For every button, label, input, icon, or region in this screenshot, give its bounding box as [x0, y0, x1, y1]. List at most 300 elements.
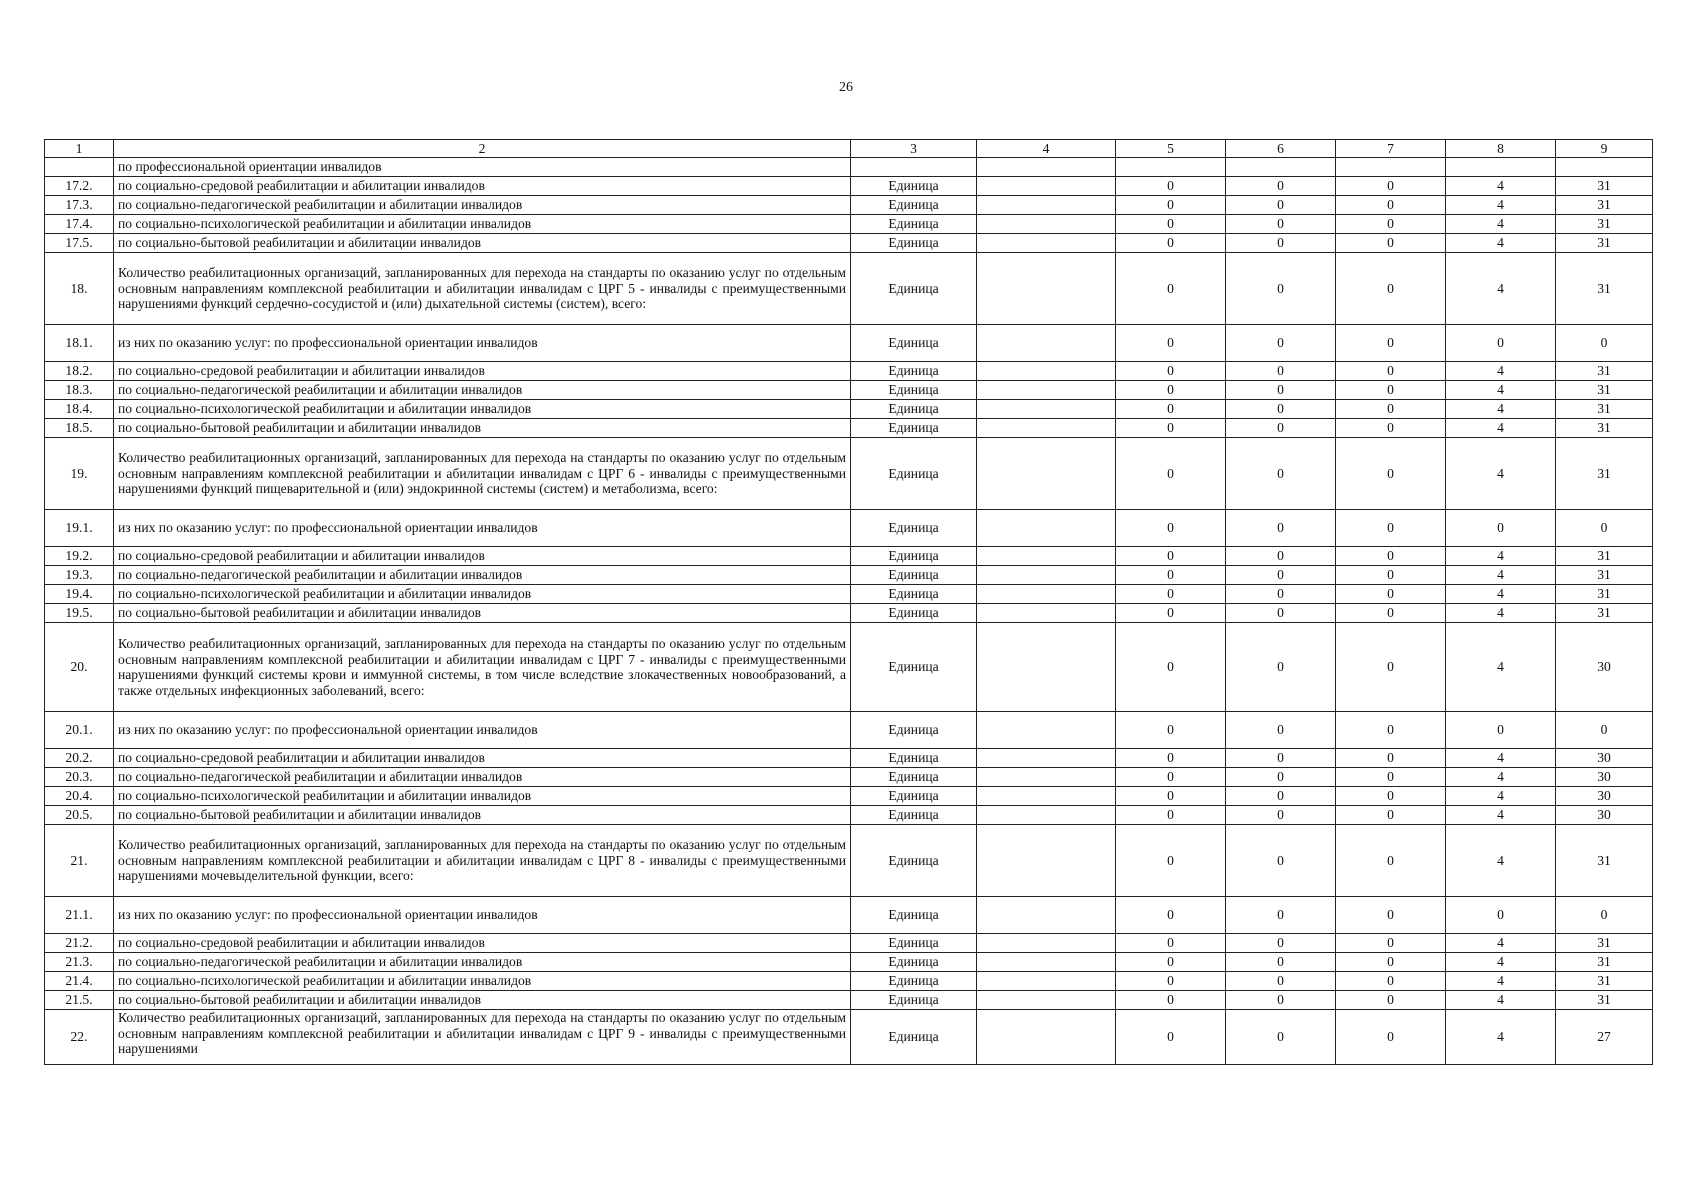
- value-col-8: 4: [1446, 585, 1556, 604]
- value-col-6: 0: [1226, 897, 1336, 934]
- row-unit: Единица: [851, 362, 977, 381]
- row-description: по социально-бытовой реабилитации и абилитации инвалидов: [114, 604, 851, 623]
- row-description: по социально-бытовой реабилитации и абилитации инвалидов: [114, 234, 851, 253]
- value-col-5: 0: [1116, 177, 1226, 196]
- row-description: из них по оказанию услуг: по профессиональной ориентации инвалидов: [114, 712, 851, 749]
- value-col-4: [977, 196, 1116, 215]
- value-col-4: [977, 953, 1116, 972]
- row-description: Количество реабилитационных организаций, запланированных для перехода на стандарты по оказанию услуг по отдельным основным направлениям комплексной реабилитации и абилитации инвалидам с ЦРГ 8 - инвалиды с преимущественными нарушениями мочевыделительной функции, всего:: [114, 825, 851, 897]
- value-col-8: [1446, 158, 1556, 177]
- value-col-6: 0: [1226, 419, 1336, 438]
- value-col-7: 0: [1336, 972, 1446, 991]
- row-description: по социально-бытовой реабилитации и абилитации инвалидов: [114, 419, 851, 438]
- value-col-9: 0: [1556, 325, 1653, 362]
- row-description: по социально-средовой реабилитации и абилитации инвалидов: [114, 362, 851, 381]
- value-col-8: 4: [1446, 547, 1556, 566]
- row-unit: Единица: [851, 177, 977, 196]
- header-cell: 9: [1556, 140, 1653, 158]
- row-description: по социально-педагогической реабилитации и абилитации инвалидов: [114, 768, 851, 787]
- row-description: по социально-средовой реабилитации и абилитации инвалидов: [114, 177, 851, 196]
- value-col-5: 0: [1116, 215, 1226, 234]
- value-col-9: 31: [1556, 419, 1653, 438]
- value-col-6: 0: [1226, 566, 1336, 585]
- value-col-6: 0: [1226, 806, 1336, 825]
- row-description: по социально-бытовой реабилитации и абилитации инвалидов: [114, 991, 851, 1010]
- row-number: 17.3.: [45, 196, 114, 215]
- value-col-7: 0: [1336, 768, 1446, 787]
- value-col-4: [977, 897, 1116, 934]
- value-col-8: 4: [1446, 787, 1556, 806]
- header-cell: 7: [1336, 140, 1446, 158]
- value-col-9: 31: [1556, 825, 1653, 897]
- value-col-9: 31: [1556, 177, 1653, 196]
- value-col-9: 0: [1556, 510, 1653, 547]
- value-col-9: 31: [1556, 400, 1653, 419]
- value-col-5: 0: [1116, 585, 1226, 604]
- value-col-9: 31: [1556, 196, 1653, 215]
- value-col-8: 0: [1446, 510, 1556, 547]
- row-number: 18.3.: [45, 381, 114, 400]
- value-col-4: [977, 234, 1116, 253]
- table-row: [45, 953, 1653, 972]
- row-unit: Единица: [851, 768, 977, 787]
- value-col-7: 0: [1336, 362, 1446, 381]
- value-col-8: 4: [1446, 215, 1556, 234]
- value-col-5: 0: [1116, 825, 1226, 897]
- value-col-5: 0: [1116, 749, 1226, 768]
- table-row: [45, 400, 1653, 419]
- row-number: 21.2.: [45, 934, 114, 953]
- table-row: [45, 585, 1653, 604]
- value-col-7: 0: [1336, 991, 1446, 1010]
- row-unit: Единица: [851, 547, 977, 566]
- table-row: [45, 438, 1653, 510]
- value-col-4: [977, 547, 1116, 566]
- row-number: 19.1.: [45, 510, 114, 547]
- value-col-7: 0: [1336, 749, 1446, 768]
- value-col-8: 4: [1446, 400, 1556, 419]
- value-col-9: 31: [1556, 604, 1653, 623]
- value-col-7: 0: [1336, 953, 1446, 972]
- value-col-9: 30: [1556, 768, 1653, 787]
- table-row: [45, 196, 1653, 215]
- value-col-6: 0: [1226, 825, 1336, 897]
- value-col-6: 0: [1226, 972, 1336, 991]
- value-col-6: 0: [1226, 712, 1336, 749]
- value-col-5: 0: [1116, 787, 1226, 806]
- value-col-6: 0: [1226, 196, 1336, 215]
- row-description: по социально-педагогической реабилитации и абилитации инвалидов: [114, 381, 851, 400]
- row-description: из них по оказанию услуг: по профессиональной ориентации инвалидов: [114, 325, 851, 362]
- value-col-4: [977, 215, 1116, 234]
- row-number: 18.4.: [45, 400, 114, 419]
- value-col-8: 4: [1446, 438, 1556, 510]
- row-unit: Единица: [851, 787, 977, 806]
- row-unit: Единица: [851, 325, 977, 362]
- row-unit: Единица: [851, 234, 977, 253]
- row-unit: Единица: [851, 1010, 977, 1065]
- value-col-5: 0: [1116, 362, 1226, 381]
- row-unit: Единица: [851, 953, 977, 972]
- row-number: 20.5.: [45, 806, 114, 825]
- value-col-4: [977, 400, 1116, 419]
- row-description: по социально-психологической реабилитации и абилитации инвалидов: [114, 215, 851, 234]
- value-col-6: 0: [1226, 177, 1336, 196]
- table-row: [45, 419, 1653, 438]
- value-col-6: 0: [1226, 325, 1336, 362]
- value-col-9: 31: [1556, 215, 1653, 234]
- row-number: 20.2.: [45, 749, 114, 768]
- value-col-4: [977, 749, 1116, 768]
- value-col-4: [977, 381, 1116, 400]
- table-row: [45, 253, 1653, 325]
- header-cell: 1: [45, 140, 114, 158]
- value-col-4: [977, 991, 1116, 1010]
- value-col-6: 0: [1226, 585, 1336, 604]
- value-col-6: 0: [1226, 362, 1336, 381]
- value-col-5: 0: [1116, 400, 1226, 419]
- table-row: [45, 768, 1653, 787]
- value-col-8: 4: [1446, 991, 1556, 1010]
- value-col-9: 31: [1556, 438, 1653, 510]
- table-row: [45, 234, 1653, 253]
- value-col-7: 0: [1336, 1010, 1446, 1065]
- row-description: Количество реабилитационных организаций, запланированных для перехода на стандарты по оказанию услуг по отдельным основным направлениям комплексной реабилитации и абилитации инвалидам с ЦРГ 6 - инвалиды с преимущественными нарушениями функций пищеварительной и (или) эндокринной системы (систем) и метаболизма, всего:: [114, 438, 851, 510]
- value-col-9: 31: [1556, 566, 1653, 585]
- value-col-6: 0: [1226, 253, 1336, 325]
- value-col-4: [977, 566, 1116, 585]
- value-col-5: 0: [1116, 991, 1226, 1010]
- value-col-7: 0: [1336, 712, 1446, 749]
- value-col-8: 4: [1446, 825, 1556, 897]
- value-col-6: 0: [1226, 1010, 1336, 1065]
- header-cell: 6: [1226, 140, 1336, 158]
- value-col-8: 4: [1446, 623, 1556, 712]
- value-col-5: 0: [1116, 1010, 1226, 1065]
- row-unit: Единица: [851, 196, 977, 215]
- value-col-4: [977, 604, 1116, 623]
- value-col-9: 31: [1556, 253, 1653, 325]
- table-row: [45, 510, 1653, 547]
- value-col-5: [1116, 158, 1226, 177]
- row-number: 17.2.: [45, 177, 114, 196]
- value-col-8: 4: [1446, 604, 1556, 623]
- row-number: 20.: [45, 623, 114, 712]
- value-col-4: [977, 253, 1116, 325]
- value-col-7: 0: [1336, 510, 1446, 547]
- row-number: 18.5.: [45, 419, 114, 438]
- value-col-5: 0: [1116, 768, 1226, 787]
- row-unit: Единица: [851, 806, 977, 825]
- row-description: по социально-педагогической реабилитации и абилитации инвалидов: [114, 953, 851, 972]
- value-col-5: 0: [1116, 234, 1226, 253]
- value-col-5: 0: [1116, 196, 1226, 215]
- value-col-8: 4: [1446, 362, 1556, 381]
- value-col-6: 0: [1226, 623, 1336, 712]
- value-col-5: 0: [1116, 381, 1226, 400]
- row-description: по социально-педагогической реабилитации и абилитации инвалидов: [114, 196, 851, 215]
- value-col-8: 0: [1446, 712, 1556, 749]
- value-col-4: [977, 158, 1116, 177]
- row-number: 21.3.: [45, 953, 114, 972]
- value-col-6: 0: [1226, 953, 1336, 972]
- value-col-4: [977, 1010, 1116, 1065]
- value-col-4: [977, 438, 1116, 510]
- value-col-6: 0: [1226, 438, 1336, 510]
- page-number: 26: [839, 80, 853, 95]
- table-body: [45, 140, 1653, 1065]
- row-unit: Единица: [851, 438, 977, 510]
- row-unit: Единица: [851, 749, 977, 768]
- value-col-8: 0: [1446, 325, 1556, 362]
- value-col-8: 4: [1446, 972, 1556, 991]
- value-col-5: 0: [1116, 934, 1226, 953]
- table-row: [45, 362, 1653, 381]
- value-col-7: 0: [1336, 253, 1446, 325]
- value-col-4: [977, 972, 1116, 991]
- value-col-7: 0: [1336, 381, 1446, 400]
- row-number: 19.4.: [45, 585, 114, 604]
- value-col-7: 0: [1336, 787, 1446, 806]
- row-number: 21.5.: [45, 991, 114, 1010]
- value-col-7: 0: [1336, 196, 1446, 215]
- value-col-9: 31: [1556, 547, 1653, 566]
- row-description: по социально-бытовой реабилитации и абилитации инвалидов: [114, 806, 851, 825]
- row-number: 21.4.: [45, 972, 114, 991]
- value-col-6: 0: [1226, 991, 1336, 1010]
- data-table: [44, 139, 1653, 1065]
- row-number: 17.4.: [45, 215, 114, 234]
- value-col-9: 31: [1556, 934, 1653, 953]
- row-description: Количество реабилитационных организаций, запланированных для перехода на стандарты по оказанию услуг по отдельным основным направлениям комплексной реабилитации и абилитации инвалидам с ЦРГ 7 - инвалиды с преимущественными нарушениями функций системы крови и иммунной системы, в том числе вследствие злокачественных новообразований, а также отдельных инфекционных заболеваний, всего:: [114, 623, 851, 712]
- value-col-6: 0: [1226, 934, 1336, 953]
- table-row: [45, 215, 1653, 234]
- table-row: [45, 712, 1653, 749]
- row-unit: Единица: [851, 419, 977, 438]
- row-description: по социально-психологической реабилитации и абилитации инвалидов: [114, 787, 851, 806]
- value-col-8: 4: [1446, 806, 1556, 825]
- value-col-4: [977, 623, 1116, 712]
- value-col-5: 0: [1116, 604, 1226, 623]
- value-col-5: 0: [1116, 438, 1226, 510]
- row-number: 22.: [45, 1010, 114, 1065]
- value-col-8: 4: [1446, 768, 1556, 787]
- row-number: 20.1.: [45, 712, 114, 749]
- value-col-4: [977, 177, 1116, 196]
- row-unit: Единица: [851, 897, 977, 934]
- row-number: 19.: [45, 438, 114, 510]
- value-col-9: 30: [1556, 787, 1653, 806]
- row-number: 18.2.: [45, 362, 114, 381]
- value-col-6: 0: [1226, 234, 1336, 253]
- row-description: по профессиональной ориентации инвалидов: [114, 158, 851, 177]
- row-unit: Единица: [851, 400, 977, 419]
- value-col-6: 0: [1226, 604, 1336, 623]
- table-row: [45, 897, 1653, 934]
- value-col-8: 4: [1446, 419, 1556, 438]
- row-description: по социально-средовой реабилитации и абилитации инвалидов: [114, 934, 851, 953]
- value-col-7: 0: [1336, 400, 1446, 419]
- value-col-6: 0: [1226, 749, 1336, 768]
- table-row: [45, 972, 1653, 991]
- table-row: [45, 381, 1653, 400]
- row-description: из них по оказанию услуг: по профессиональной ориентации инвалидов: [114, 897, 851, 934]
- row-unit: Единица: [851, 825, 977, 897]
- value-col-8: 0: [1446, 897, 1556, 934]
- value-col-4: [977, 585, 1116, 604]
- value-col-8: 4: [1446, 953, 1556, 972]
- row-description: Количество реабилитационных организаций, запланированных для перехода на стандарты по оказанию услуг по отдельным основным направлениям комплексной реабилитации и абилитации инвалидам с ЦРГ 9 - инвалиды с преимущественными нарушениями: [114, 1010, 851, 1065]
- table-row: [45, 547, 1653, 566]
- value-col-7: 0: [1336, 419, 1446, 438]
- value-col-4: [977, 806, 1116, 825]
- value-col-4: [977, 510, 1116, 547]
- value-col-9: 31: [1556, 362, 1653, 381]
- value-col-9: 31: [1556, 585, 1653, 604]
- row-description: по социально-психологической реабилитации и абилитации инвалидов: [114, 585, 851, 604]
- row-unit: Единица: [851, 934, 977, 953]
- header-cell: 8: [1446, 140, 1556, 158]
- value-col-8: 4: [1446, 177, 1556, 196]
- row-number: 20.3.: [45, 768, 114, 787]
- value-col-4: [977, 825, 1116, 897]
- row-unit: Единица: [851, 991, 977, 1010]
- row-unit: Единица: [851, 566, 977, 585]
- value-col-4: [977, 419, 1116, 438]
- value-col-7: [1336, 158, 1446, 177]
- value-col-4: [977, 362, 1116, 381]
- table-row: [45, 1010, 1653, 1065]
- row-unit: Единица: [851, 585, 977, 604]
- value-col-9: 31: [1556, 234, 1653, 253]
- row-unit: Единица: [851, 972, 977, 991]
- value-col-6: 0: [1226, 787, 1336, 806]
- table-row: [45, 158, 1653, 177]
- value-col-7: 0: [1336, 604, 1446, 623]
- value-col-5: 0: [1116, 972, 1226, 991]
- value-col-5: 0: [1116, 419, 1226, 438]
- value-col-6: 0: [1226, 215, 1336, 234]
- value-col-7: 0: [1336, 897, 1446, 934]
- value-col-5: 0: [1116, 547, 1226, 566]
- header-cell: 3: [851, 140, 977, 158]
- value-col-8: 4: [1446, 381, 1556, 400]
- value-col-5: 0: [1116, 325, 1226, 362]
- value-col-7: 0: [1336, 566, 1446, 585]
- row-description: по социально-средовой реабилитации и абилитации инвалидов: [114, 749, 851, 768]
- value-col-9: 31: [1556, 953, 1653, 972]
- row-unit: Единица: [851, 712, 977, 749]
- value-col-9: 31: [1556, 991, 1653, 1010]
- value-col-6: 0: [1226, 510, 1336, 547]
- table-row: [45, 825, 1653, 897]
- value-col-7: 0: [1336, 234, 1446, 253]
- row-description: Количество реабилитационных организаций, запланированных для перехода на стандарты по оказанию услуг по отдельным основным направлениям комплексной реабилитации и абилитации инвалидам с ЦРГ 5 - инвалиды с преимущественными нарушениями функций сердечно-сосудистой и (или) дыхательной системы (систем), всего:: [114, 253, 851, 325]
- value-col-4: [977, 768, 1116, 787]
- value-col-5: 0: [1116, 806, 1226, 825]
- value-col-6: 0: [1226, 381, 1336, 400]
- value-col-7: 0: [1336, 825, 1446, 897]
- row-number: [45, 158, 114, 177]
- value-col-9: 30: [1556, 806, 1653, 825]
- value-col-6: 0: [1226, 400, 1336, 419]
- table-row: [45, 787, 1653, 806]
- value-col-5: 0: [1116, 253, 1226, 325]
- value-col-8: 4: [1446, 749, 1556, 768]
- row-number: 18.1.: [45, 325, 114, 362]
- value-col-5: 0: [1116, 712, 1226, 749]
- table-row: [45, 934, 1653, 953]
- value-col-9: 31: [1556, 381, 1653, 400]
- value-col-4: [977, 934, 1116, 953]
- value-col-8: 4: [1446, 234, 1556, 253]
- table-row: [45, 623, 1653, 712]
- value-col-8: 4: [1446, 934, 1556, 953]
- value-col-8: 4: [1446, 196, 1556, 215]
- row-unit: Единица: [851, 381, 977, 400]
- row-description: из них по оказанию услуг: по профессиональной ориентации инвалидов: [114, 510, 851, 547]
- value-col-9: 30: [1556, 749, 1653, 768]
- value-col-4: [977, 787, 1116, 806]
- value-col-4: [977, 325, 1116, 362]
- value-col-9: 0: [1556, 897, 1653, 934]
- row-number: 17.5.: [45, 234, 114, 253]
- value-col-9: 27: [1556, 1010, 1653, 1065]
- value-col-7: 0: [1336, 325, 1446, 362]
- value-col-7: 0: [1336, 585, 1446, 604]
- row-number: 18.: [45, 253, 114, 325]
- row-unit: Единица: [851, 604, 977, 623]
- table-row: [45, 177, 1653, 196]
- value-col-6: [1226, 158, 1336, 177]
- row-unit: Единица: [851, 510, 977, 547]
- header-cell: 5: [1116, 140, 1226, 158]
- value-col-6: 0: [1226, 768, 1336, 787]
- header-row: [45, 140, 1653, 158]
- value-col-7: 0: [1336, 438, 1446, 510]
- table-row: [45, 991, 1653, 1010]
- row-unit: Единица: [851, 623, 977, 712]
- value-col-8: 4: [1446, 566, 1556, 585]
- value-col-7: 0: [1336, 806, 1446, 825]
- row-number: 19.5.: [45, 604, 114, 623]
- row-description: по социально-средовой реабилитации и абилитации инвалидов: [114, 547, 851, 566]
- table-row: [45, 604, 1653, 623]
- row-unit: Единица: [851, 253, 977, 325]
- row-number: 19.2.: [45, 547, 114, 566]
- value-col-5: 0: [1116, 897, 1226, 934]
- table-row: [45, 749, 1653, 768]
- value-col-9: 31: [1556, 972, 1653, 991]
- value-col-9: 30: [1556, 623, 1653, 712]
- value-col-8: 4: [1446, 253, 1556, 325]
- value-col-7: 0: [1336, 934, 1446, 953]
- row-unit: Единица: [851, 215, 977, 234]
- table-row: [45, 325, 1653, 362]
- value-col-5: 0: [1116, 953, 1226, 972]
- value-col-9: 0: [1556, 712, 1653, 749]
- value-col-5: 0: [1116, 623, 1226, 712]
- value-col-8: 4: [1446, 1010, 1556, 1065]
- value-col-9: [1556, 158, 1653, 177]
- row-number: 21.1.: [45, 897, 114, 934]
- value-col-7: 0: [1336, 177, 1446, 196]
- row-description: по социально-педагогической реабилитации и абилитации инвалидов: [114, 566, 851, 585]
- value-col-5: 0: [1116, 566, 1226, 585]
- value-col-4: [977, 712, 1116, 749]
- row-number: 20.4.: [45, 787, 114, 806]
- header-cell: 4: [977, 140, 1116, 158]
